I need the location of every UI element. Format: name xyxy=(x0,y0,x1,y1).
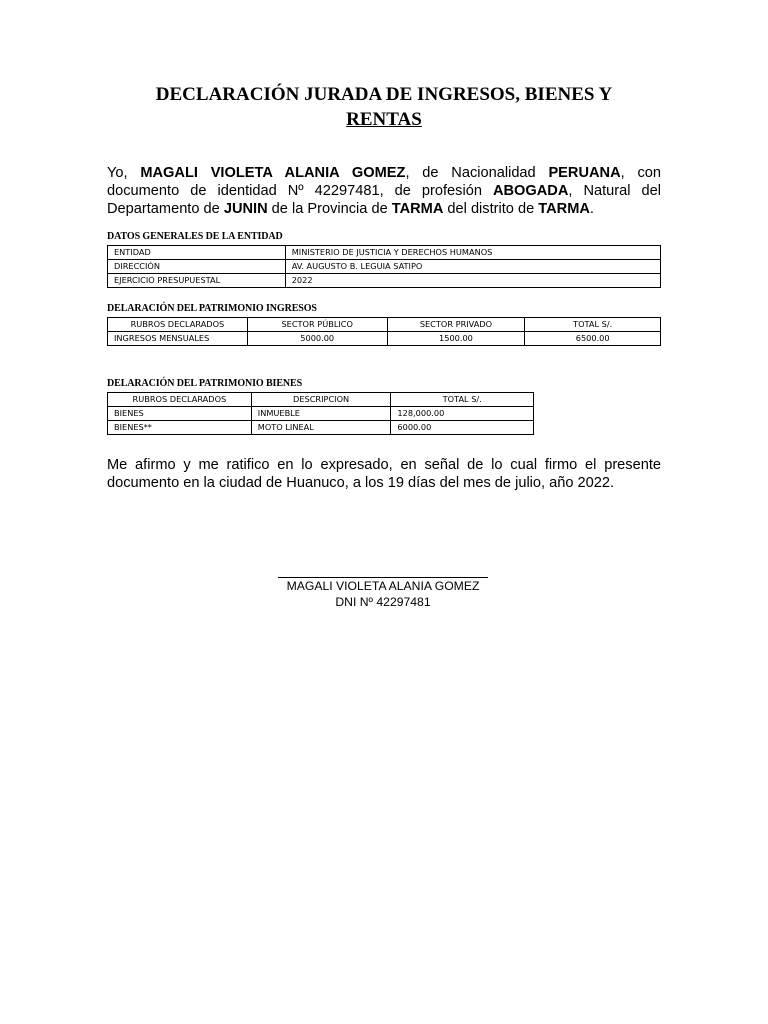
declarant-name: MAGALI VIOLETA ALANIA GOMEZ xyxy=(140,165,406,181)
column-header: TOTAL S/. xyxy=(525,318,661,332)
table-row xyxy=(108,274,661,288)
general-data-table xyxy=(107,245,661,288)
declarant-paragraph xyxy=(107,164,661,218)
table-cell: 2022 xyxy=(285,274,660,288)
signature-line xyxy=(278,577,488,578)
nationality: PERUANA xyxy=(548,165,621,181)
intro-text: de la Provincia de xyxy=(267,201,392,217)
intro-text: , de Nacionalidad xyxy=(405,165,549,181)
column-header: TOTAL S/. xyxy=(391,393,534,407)
department: JUNIN xyxy=(223,201,268,217)
table-cell: 6500.00 xyxy=(525,332,661,346)
table-row xyxy=(108,332,661,346)
table-row xyxy=(108,246,661,260)
table-cell: INGRESOS MENSUALES xyxy=(108,332,248,346)
table-cell: MOTO LINEAL xyxy=(251,421,391,435)
table-cell: DIRECCIÓN xyxy=(108,260,286,274)
closing-paragraph: Me afirmo y me ratifico en lo expresado, en señal de lo cual firmo el presente documento en la ciudad de Huanuco, a los 19 días del mes de julio, año 2022. xyxy=(107,457,661,491)
title-line-2: RENTAS xyxy=(346,109,422,130)
table-cell: BIENES** xyxy=(108,421,252,435)
province: TARMA xyxy=(391,201,444,217)
district: TARMA xyxy=(538,201,590,217)
table-cell: MINISTERIO DE JUSTICIA Y DERECHOS HUMANOS xyxy=(285,246,660,260)
table-row xyxy=(108,421,534,435)
column-header: SECTOR PRIVADO xyxy=(387,318,525,332)
column-header: SECTOR PÚBLICO xyxy=(247,318,387,332)
section-title-general: DATOS GENERALES DE LA ENTIDAD xyxy=(107,231,283,242)
column-header: RUBROS DECLARADOS xyxy=(108,393,252,407)
income-table xyxy=(107,317,661,346)
table-row xyxy=(108,407,534,421)
intro-text: Yo, xyxy=(107,165,141,181)
document-title xyxy=(100,82,668,132)
column-header: RUBROS DECLARADOS xyxy=(108,318,248,332)
table-cell: 128,000.00 xyxy=(391,407,534,421)
intro-text: . xyxy=(589,201,594,217)
signatory-dni: DNI Nº 42297481 xyxy=(335,595,431,609)
profession: ABOGADA xyxy=(492,183,569,199)
table-cell: AV. AUGUSTO B. LEGUIA SATIPO xyxy=(285,260,660,274)
table-header-row xyxy=(108,318,661,332)
table-cell: 6000.00 xyxy=(391,421,534,435)
section-title-bienes: DELARACIÓN DEL PATRIMONIO BIENES xyxy=(107,378,303,389)
table-header-row xyxy=(108,393,534,407)
signatory-name: MAGALI VIOLETA ALANIA GOMEZ xyxy=(286,579,480,593)
title-line-1: DECLARACIÓN JURADA DE INGRESOS, BIENES Y xyxy=(155,84,613,105)
table-cell: EJERCICIO PRESUPUESTAL xyxy=(108,274,286,288)
table-row xyxy=(108,260,661,274)
intro-text: , Natural del Departamento de xyxy=(107,183,661,217)
table-cell: BIENES xyxy=(108,407,252,421)
table-cell: INMUEBLE xyxy=(251,407,391,421)
intro-text: , con documento de identidad Nº 42297481, de profesión xyxy=(107,165,661,199)
section-title-ingresos: DELARACIÓN DEL PATRIMONIO INGRESOS xyxy=(107,303,317,314)
table-cell: 5000.00 xyxy=(247,332,387,346)
intro-text: del distrito de xyxy=(443,201,539,217)
table-cell: ENTIDAD xyxy=(108,246,286,260)
column-header: DESCRIPCION xyxy=(251,393,391,407)
table-cell: 1500.00 xyxy=(387,332,525,346)
assets-table xyxy=(107,392,534,435)
